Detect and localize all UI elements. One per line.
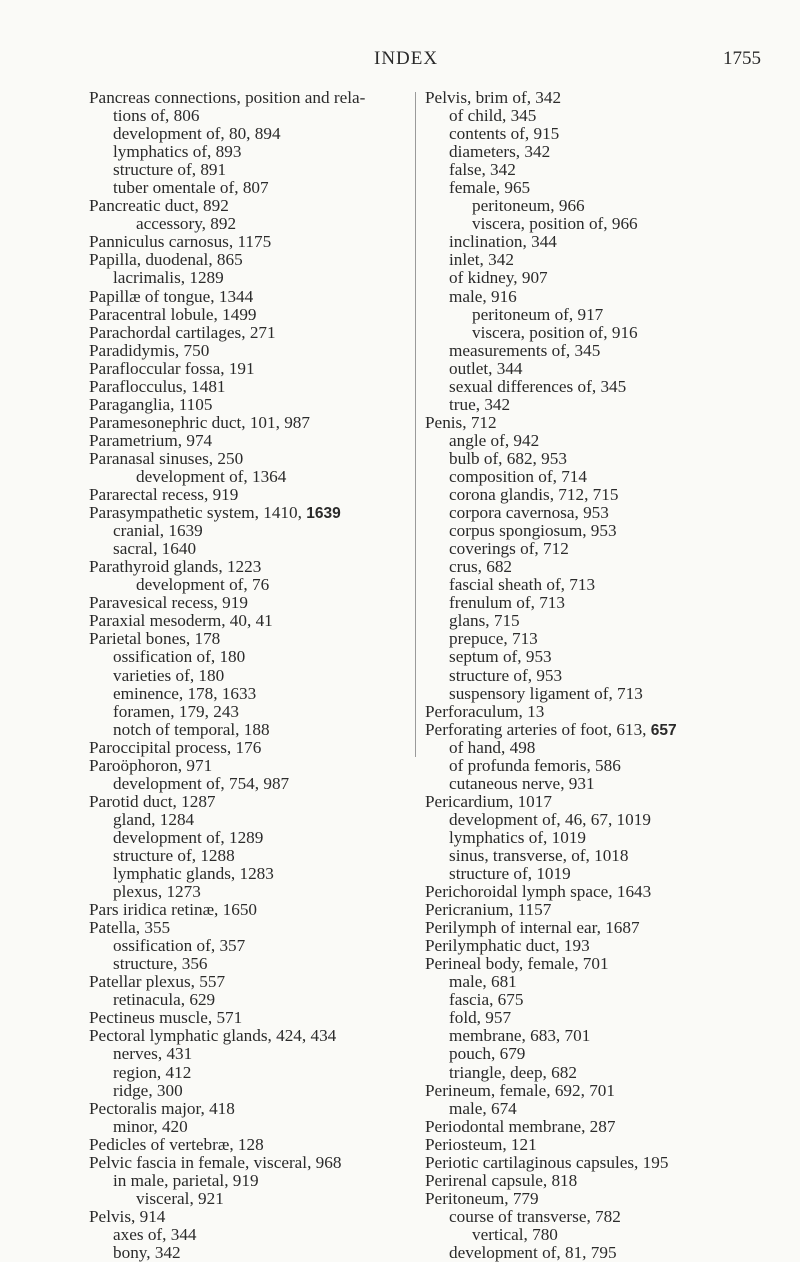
- index-entry: [89, 504, 409, 522]
- index-entry: [89, 558, 409, 576]
- index-entry-text: Paroöphoron, 971: [89, 755, 213, 775]
- index-entry: [425, 919, 765, 937]
- index-entry-text: Parietal bones, 178: [89, 629, 221, 649]
- index-entry-text: frenulum of, 713: [449, 593, 565, 613]
- index-entry-text: Parotid duct, 1287: [89, 791, 216, 811]
- index-entry: [89, 973, 409, 991]
- page-number: 1755: [723, 48, 761, 69]
- index-entry-text: Parathyroid glands, 1223: [89, 557, 262, 577]
- index-entry: [425, 721, 765, 739]
- index-entry: [89, 233, 409, 251]
- index-entry: [89, 576, 409, 594]
- index-entry: [89, 288, 409, 306]
- index-entry: [425, 811, 765, 829]
- index-entry: [89, 432, 409, 450]
- index-entry-text: lymphatic glands, 1283: [113, 864, 274, 884]
- index-entry: [425, 1244, 765, 1262]
- index-entry-text: viscera, position of, 966: [472, 214, 638, 234]
- index-entry-text: Perichoroidal lymph space, 1643: [425, 882, 652, 902]
- index-entry: [425, 125, 765, 143]
- page-header: [0, 44, 800, 74]
- index-entry-text: development of, 46, 67, 1019: [449, 809, 651, 829]
- index-entry-text: peritoneum of, 917: [472, 304, 604, 324]
- index-entry-text: Peritoneum, 779: [425, 1188, 539, 1208]
- index-entry-text: measurements of, 345: [449, 340, 601, 360]
- index-column-left: [89, 89, 409, 1262]
- index-entry-text: outlet, 344: [449, 358, 523, 378]
- index-entry-text: Pectineus muscle, 571: [89, 1008, 243, 1028]
- index-entry-text: Pericranium, 1157: [425, 900, 552, 920]
- index-entry-text: Perforating arteries of foot, 613,: [425, 719, 651, 739]
- index-entry-text: structure, 356: [113, 954, 208, 974]
- index-entry-text: Pancreas connections, position and rela-: [89, 88, 366, 107]
- index-entry-text: tuber omentale of, 807: [113, 178, 269, 198]
- index-entry: [89, 667, 409, 685]
- index-entry: [89, 1082, 409, 1100]
- index-entry: [425, 703, 765, 721]
- index-entry: [425, 739, 765, 757]
- index-entry: [425, 378, 765, 396]
- index-entry-text: Patellar plexus, 557: [89, 972, 226, 992]
- index-entry-text: glans, 715: [449, 611, 520, 631]
- index-entry: [425, 1082, 765, 1100]
- index-entry: [89, 1190, 409, 1208]
- index-entry: [89, 360, 409, 378]
- index-entry: [89, 721, 409, 739]
- index-entry-text: triangle, deep, 682: [449, 1062, 577, 1082]
- index-entry-text: membrane, 683, 701: [449, 1026, 591, 1046]
- index-entry: [89, 89, 409, 107]
- index-entry-text: angle of, 942: [449, 430, 540, 450]
- index-column-right: [425, 89, 765, 1262]
- index-entry: [89, 612, 409, 630]
- index-entry-text: inclination, 344: [449, 232, 557, 252]
- index-entry: [89, 269, 409, 287]
- index-entry: [89, 1154, 409, 1172]
- index-entry-text: viscera, position of, 916: [472, 322, 638, 342]
- index-entry-text: ossification of, 180: [113, 647, 246, 667]
- index-entry: [89, 793, 409, 811]
- index-entry: [425, 522, 765, 540]
- index-entry: [425, 1226, 765, 1244]
- index-entry-text: varieties of, 180: [113, 665, 225, 685]
- index-entry-text: Pectoralis major, 418: [89, 1098, 235, 1118]
- index-entry-text: Paradidymis, 750: [89, 340, 210, 360]
- index-entry: [425, 1118, 765, 1136]
- index-entry: [89, 378, 409, 396]
- index-entry-text: structure of, 1288: [113, 845, 235, 865]
- index-entry: [89, 1064, 409, 1082]
- index-entry-text: corpus spongiosum, 953: [449, 521, 617, 541]
- index-entry-text: of hand, 498: [449, 737, 536, 757]
- index-entry-text: Paraganglia, 1105: [89, 394, 213, 414]
- index-entry-text: Pararectal recess, 919: [89, 485, 239, 505]
- index-entry: [425, 540, 765, 558]
- index-entry-text: Paravesical recess, 919: [89, 593, 248, 613]
- index-entry: [89, 251, 409, 269]
- index-entry-text: true, 342: [449, 394, 511, 414]
- index-entry-text: tions of, 806: [113, 106, 200, 126]
- index-entry: [89, 540, 409, 558]
- index-entry-text: male, 916: [449, 286, 517, 306]
- index-entry-text: prepuce, 713: [449, 629, 538, 649]
- index-entry-text: ridge, 300: [113, 1080, 183, 1100]
- index-entry: [425, 414, 765, 432]
- index-entry-text: male, 681: [449, 972, 517, 992]
- index-entry-text: sacral, 1640: [113, 539, 197, 559]
- index-entry: [425, 504, 765, 522]
- index-entry-text: Parafloccular fossa, 191: [89, 358, 255, 378]
- index-entry: [425, 685, 765, 703]
- index-entry: [425, 1136, 765, 1154]
- index-entry-text: sexual differences of, 345: [449, 376, 627, 396]
- index-entry-text: composition of, 714: [449, 466, 587, 486]
- index-entry-text: Perineum, female, 692, 701: [425, 1080, 615, 1100]
- index-entry-text: corona glandis, 712, 715: [449, 485, 619, 505]
- index-entry: [425, 89, 765, 107]
- index-entry: [425, 576, 765, 594]
- index-entry-text: Paraflocculus, 1481: [89, 376, 226, 396]
- index-entry-text: plexus, 1273: [113, 882, 201, 902]
- index-entry-text: Pelvis, 914: [89, 1206, 166, 1226]
- index-entry: [89, 396, 409, 414]
- index-entry-text: accessory, 892: [136, 214, 237, 234]
- index-entry: [425, 161, 765, 179]
- index-entry: [89, 919, 409, 937]
- index-entry: [89, 648, 409, 666]
- index-entry: [425, 1064, 765, 1082]
- index-entry-text: septum of, 953: [449, 647, 552, 667]
- index-entry: [89, 125, 409, 143]
- index-entry-text: Periosteum, 121: [425, 1134, 537, 1154]
- index-entry: [425, 1190, 765, 1208]
- index-entry: [89, 143, 409, 161]
- index-entry: [89, 1172, 409, 1190]
- index-entry-text: contents of, 915: [449, 124, 560, 144]
- index-entry: [425, 1100, 765, 1118]
- index-entry: [425, 450, 765, 468]
- index-entry-text: Perilymph of internal ear, 1687: [425, 918, 640, 938]
- index-entry-text: gland, 1284: [113, 809, 195, 829]
- index-entry: [425, 594, 765, 612]
- index-entry: [89, 450, 409, 468]
- index-entry-text: Pedicles of vertebræ, 128: [89, 1134, 264, 1154]
- index-entry: [89, 486, 409, 504]
- index-entry: [425, 396, 765, 414]
- index-entry: [89, 468, 409, 486]
- index-entry-text: Pectoral lymphatic glands, 424, 434: [89, 1026, 337, 1046]
- index-entry-text: suspensory ligament of, 713: [449, 683, 643, 703]
- index-entry: [425, 486, 765, 504]
- index-entry-text: development of, 754, 987: [113, 773, 290, 793]
- index-entry-text: Parasympathetic system, 1410,: [89, 503, 307, 523]
- index-entry-text: Perirenal capsule, 818: [425, 1170, 578, 1190]
- index-entry-text: Periotic cartilaginous capsules, 195: [425, 1152, 669, 1172]
- index-entry-text: Parachordal cartilages, 271: [89, 322, 276, 342]
- index-entry: [89, 811, 409, 829]
- index-entry-text: Paramesonephric duct, 101, 987: [89, 412, 310, 432]
- index-entry-text: false, 342: [449, 160, 516, 180]
- index-entry-text: foramen, 179, 243: [113, 701, 240, 721]
- index-entry-bold-page: 657: [650, 721, 677, 739]
- index-entry-text: fold, 957: [449, 1008, 512, 1028]
- index-entry-text: Paracentral lobule, 1499: [89, 304, 257, 324]
- index-entry: [89, 306, 409, 324]
- index-entry: [89, 829, 409, 847]
- index-entry-text: Paroccipital process, 176: [89, 737, 262, 757]
- index-entry: [425, 1172, 765, 1190]
- index-entry-text: structure of, 891: [113, 160, 227, 180]
- index-entry: [425, 973, 765, 991]
- index-entry: [89, 522, 409, 540]
- index-entry-text: fascia, 675: [449, 990, 524, 1010]
- index-entry: [89, 1226, 409, 1244]
- index-entry: [89, 1027, 409, 1045]
- index-entry-text: structure of, 1019: [449, 864, 571, 884]
- index-entry: [425, 955, 765, 973]
- index-entry: [425, 847, 765, 865]
- index-entry-text: cutaneous nerve, 931: [449, 773, 595, 793]
- index-entry: [425, 324, 765, 342]
- index-entry-text: pouch, 679: [449, 1044, 526, 1064]
- index-entry-text: Perforaculum, 13: [425, 701, 545, 721]
- index-entry: [89, 883, 409, 901]
- index-entry-text: minor, 420: [113, 1116, 188, 1136]
- index-entry: [89, 1045, 409, 1063]
- index-entry: [89, 594, 409, 612]
- index-entry: [425, 901, 765, 919]
- index-entry: [89, 739, 409, 757]
- index-entry: [89, 215, 409, 233]
- index-entry-text: Pelvis, brim of, 342: [425, 88, 562, 107]
- index-entry: [425, 288, 765, 306]
- index-entry: [425, 215, 765, 233]
- index-entry-text: corpora cavernosa, 953: [449, 503, 609, 523]
- index-entry: [89, 1136, 409, 1154]
- index-entry: [425, 269, 765, 287]
- index-entry: [425, 991, 765, 1009]
- index-entry-text: nerves, 431: [113, 1044, 193, 1064]
- index-entry: [425, 829, 765, 847]
- index-entry-text: crus, 682: [449, 557, 513, 577]
- index-entry: [89, 901, 409, 919]
- index-entry: [425, 432, 765, 450]
- index-entry: [425, 197, 765, 215]
- index-entry-text: lymphatics of, 893: [113, 142, 242, 162]
- index-entry-text: fascial sheath of, 713: [449, 575, 596, 595]
- index-entry: [89, 1009, 409, 1027]
- index-entry: [425, 612, 765, 630]
- index-entry: [425, 306, 765, 324]
- index-entry: [425, 865, 765, 883]
- index-entry: [89, 955, 409, 973]
- index-entry-text: notch of temporal, 188: [113, 719, 270, 739]
- index-entry-text: coverings of, 712: [449, 539, 569, 559]
- index-entry-text: inlet, 342: [449, 250, 514, 270]
- index-entry-text: lymphatics of, 1019: [449, 827, 587, 847]
- index-entry-text: region, 412: [113, 1062, 192, 1082]
- index-entry-text: Patella, 355: [89, 918, 171, 938]
- index-entry-text: Pericardium, 1017: [425, 791, 552, 811]
- index-entry: [425, 793, 765, 811]
- index-entry-text: Penis, 712: [425, 412, 497, 432]
- index-entry-text: Paranasal sinuses, 250: [89, 448, 244, 468]
- index-entry: [425, 757, 765, 775]
- index-entry-text: Panniculus carnosus, 1175: [89, 232, 272, 252]
- index-entry: [425, 558, 765, 576]
- index-entry: [89, 991, 409, 1009]
- index-entry-text: in male, parietal, 919: [113, 1170, 259, 1190]
- index-entry: [89, 865, 409, 883]
- index-entry: [425, 937, 765, 955]
- index-entry: [89, 179, 409, 197]
- index-entry-text: visceral, 921: [136, 1188, 224, 1208]
- index-entry-text: diameters, 342: [449, 142, 551, 162]
- index-entry-bold-page: 1639: [306, 505, 341, 523]
- index-entry: [425, 143, 765, 161]
- index-entry-text: vertical, 780: [472, 1224, 558, 1244]
- index-entry-text: Parametrium, 974: [89, 430, 213, 450]
- index-entry: [89, 1100, 409, 1118]
- index-entry: [425, 468, 765, 486]
- index-entry: [89, 107, 409, 125]
- index-entry-text: eminence, 178, 1633: [113, 683, 257, 703]
- index-entry-text: cranial, 1639: [113, 521, 203, 541]
- index-entry-text: axes of, 344: [113, 1224, 197, 1244]
- index-entry-text: retinacula, 629: [113, 990, 216, 1010]
- index-entry: [89, 757, 409, 775]
- index-entry-text: female, 965: [449, 178, 531, 198]
- index-entry: [89, 937, 409, 955]
- index-entry: [89, 630, 409, 648]
- index-entry: [89, 1244, 409, 1262]
- index-entry: [89, 775, 409, 793]
- index-entry-text: Perineal body, female, 701: [425, 954, 609, 974]
- index-entry-text: bulb of, 682, 953: [449, 448, 567, 468]
- index-entry-text: development of, 1364: [136, 466, 287, 486]
- index-entry: [425, 883, 765, 901]
- index-entry: [425, 1045, 765, 1063]
- index-entry-text: sinus, transverse, of, 1018: [449, 845, 629, 865]
- index-entry: [425, 648, 765, 666]
- index-entry: [89, 1118, 409, 1136]
- index-entry: [425, 251, 765, 269]
- index-entry: [89, 324, 409, 342]
- index-entry: [89, 342, 409, 360]
- index-entry: [425, 360, 765, 378]
- page-title: INDEX: [374, 48, 439, 69]
- index-entry-text: Pelvic fascia in female, visceral, 968: [89, 1152, 342, 1172]
- index-entry: [425, 107, 765, 125]
- index-entry-text: peritoneum, 966: [472, 196, 585, 216]
- index-entry-text: Perilymphatic duct, 193: [425, 936, 590, 956]
- index-entry-text: development of, 81, 795: [449, 1243, 617, 1262]
- index-entry-text: Papillæ of tongue, 1344: [89, 286, 254, 306]
- index-entry: [425, 233, 765, 251]
- index-entry: [89, 1208, 409, 1226]
- index-entry: [89, 197, 409, 215]
- index-entry-text: Paraxial mesoderm, 40, 41: [89, 611, 273, 631]
- index-entry: [425, 1027, 765, 1045]
- index-entry: [89, 414, 409, 432]
- index-entry: [425, 630, 765, 648]
- index-entry: [425, 342, 765, 360]
- index-entry-text: ossification of, 357: [113, 936, 246, 956]
- index-entry: [425, 1154, 765, 1172]
- index-entry: [89, 685, 409, 703]
- index-entry-text: bony, 342: [113, 1243, 181, 1262]
- index-entry-text: development of, 80, 894: [113, 124, 281, 144]
- index-entry-text: of profunda femoris, 586: [449, 755, 621, 775]
- index-entry: [425, 775, 765, 793]
- column-divider: [415, 92, 416, 757]
- index-entry: [425, 667, 765, 685]
- index-entry-text: Pars iridica retinæ, 1650: [89, 900, 258, 920]
- index-entry-text: Papilla, duodenal, 865: [89, 250, 243, 270]
- index-entry-text: male, 674: [449, 1098, 517, 1118]
- index-entry: [89, 161, 409, 179]
- index-entry: [89, 847, 409, 865]
- index-entry-text: development of, 1289: [113, 827, 264, 847]
- index-entry: [425, 1208, 765, 1226]
- index-entry-text: Pancreatic duct, 892: [89, 196, 229, 216]
- index-entry-text: of child, 345: [449, 106, 537, 126]
- index-entry-text: lacrimalis, 1289: [113, 268, 224, 288]
- index-entry: [425, 1009, 765, 1027]
- index-entry: [425, 179, 765, 197]
- index-entry-text: of kidney, 907: [449, 268, 548, 288]
- index-entry-text: development of, 76: [136, 575, 270, 595]
- index-entry: [89, 703, 409, 721]
- index-entry-text: Periodontal membrane, 287: [425, 1116, 616, 1136]
- index-entry-text: course of transverse, 782: [449, 1206, 621, 1226]
- index-entry-text: structure of, 953: [449, 665, 563, 685]
